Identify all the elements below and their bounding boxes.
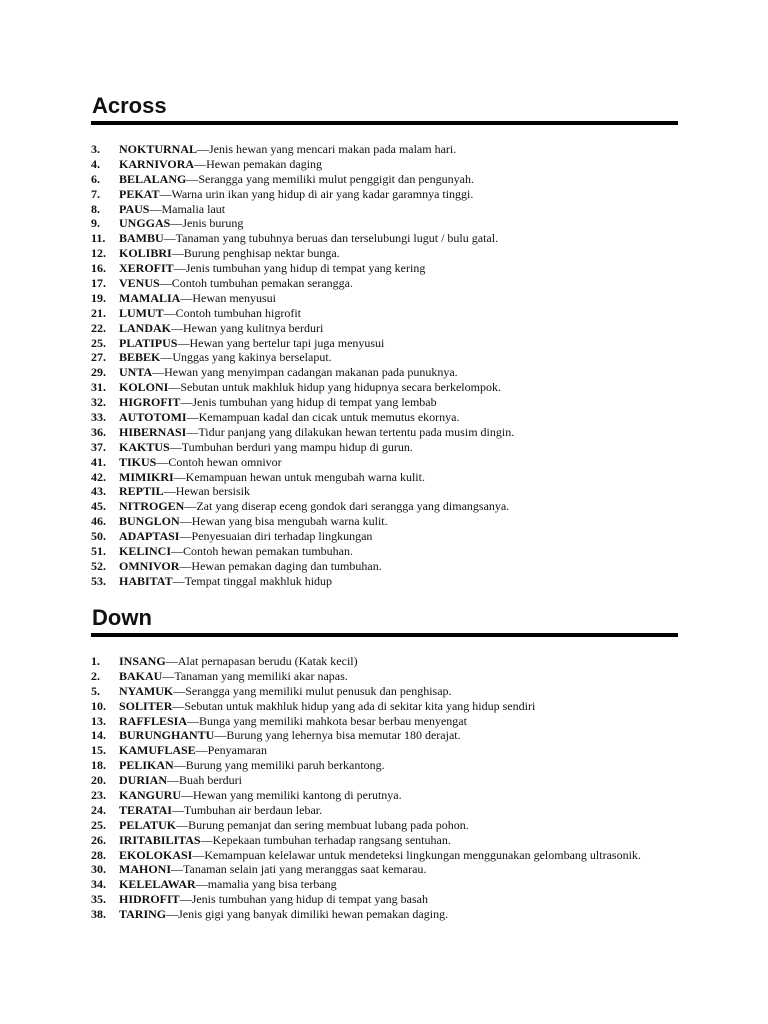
across-clue-item	[91, 187, 678, 202]
clue-text: —Kemampuan kelelawar untuk mendeteksi lingkungan menggunakan gelombang ultrasonik.	[192, 847, 641, 862]
clue-text: —Jenis burung	[170, 216, 244, 231]
clue-body	[119, 728, 461, 743]
clue-answer: MIMIKRI	[119, 469, 174, 484]
clue-text: —Jenis hewan yang mencari makan pada malam hari.	[197, 142, 457, 156]
clue-body	[119, 321, 323, 336]
clue-number: 25.	[91, 817, 106, 832]
clue-number: 16.	[91, 261, 106, 276]
clue-number: 29.	[91, 365, 106, 380]
clue-number: 51.	[91, 544, 106, 559]
clue-body	[119, 216, 243, 231]
clue-body	[119, 172, 474, 187]
across-clue-item	[91, 365, 678, 380]
clue-body	[119, 157, 322, 172]
clue-number: 24.	[91, 802, 106, 817]
clue-number: 6.	[91, 171, 100, 186]
down-clue-item	[91, 699, 678, 714]
clue-number: 43.	[91, 484, 106, 499]
clue-answer: UNTA	[119, 365, 153, 380]
down-clue-item	[91, 818, 678, 833]
across-clue-item	[91, 574, 678, 589]
clue-answer: BAMBU	[119, 231, 164, 246]
across-clue-list	[91, 142, 678, 589]
clue-number: 1.	[91, 654, 100, 668]
down-section	[91, 604, 678, 922]
clue-number: 7.	[91, 186, 100, 201]
clue-body	[119, 544, 353, 559]
across-clue-item	[91, 172, 678, 187]
clue-text: —Hewan pemakan daging	[194, 156, 323, 171]
across-clue-item	[91, 336, 678, 351]
clue-number: 12.	[91, 246, 106, 261]
clue-text: —Serangga yang memiliki mulut penusuk dan penghisap.	[173, 683, 452, 698]
clue-text: —Sebutan untuk makhluk hidup yang ada di sekitar kita yang hidup sendiri	[172, 698, 536, 713]
clue-number: 14.	[91, 728, 106, 743]
clue-body	[119, 818, 469, 833]
clue-answer: PLATIPUS	[119, 335, 178, 350]
clue-answer: MAMALIA	[119, 290, 181, 305]
across-clue-item	[91, 157, 678, 172]
clue-body	[119, 246, 340, 261]
across-clue-item	[91, 306, 678, 321]
clue-answer: TARING	[119, 907, 167, 922]
clue-answer: KOLONI	[119, 380, 169, 395]
clue-body	[119, 306, 301, 321]
clue-answer: BAKAU	[119, 668, 163, 683]
clue-body	[119, 907, 448, 922]
clue-text: —Unggas yang kakinya berselaput.	[160, 350, 332, 365]
clue-body	[119, 773, 242, 788]
clue-number: 19.	[91, 290, 106, 305]
clue-body	[119, 202, 225, 217]
clue-number: 42.	[91, 469, 106, 484]
clue-text: —Jenis tumbuhan yang hidup di tempat yang lembab	[180, 395, 437, 410]
clue-body	[119, 276, 353, 291]
clue-body	[119, 484, 250, 499]
clue-text: —Jenis tumbuhan yang hidup di tempat yang kering	[173, 261, 426, 276]
clue-answer: KELELAWAR	[119, 877, 196, 892]
down-clue-item	[91, 773, 678, 788]
clue-number: 23.	[91, 788, 106, 803]
clue-number: 21.	[91, 305, 106, 320]
clue-answer: HABITAT	[119, 573, 173, 588]
clue-text: —Penyesuaian diri terhadap lingkungan	[179, 529, 373, 544]
clue-body	[119, 455, 282, 470]
clue-number: 36.	[91, 424, 106, 439]
across-clue-item	[91, 231, 678, 246]
clue-answer: INSANG	[119, 654, 166, 668]
clue-answer: KAKTUS	[119, 439, 170, 454]
clue-answer: PELIKAN	[119, 758, 174, 773]
clue-answer: BUNGLON	[119, 514, 180, 529]
clue-answer: BELALANG	[119, 171, 187, 186]
clue-text: —Mamalia laut	[149, 201, 226, 216]
clue-body	[119, 187, 473, 202]
across-clue-item	[91, 529, 678, 544]
clue-answer: MAHONI	[119, 862, 171, 877]
down-clue-item	[91, 714, 678, 729]
clue-body	[119, 470, 425, 485]
clue-text: —Kepekaan tumbuhan terhadap rangsang sentuhan.	[200, 832, 451, 847]
clue-text: —Burung yang lehernya bisa memutar 180 derajat.	[214, 728, 461, 743]
across-clue-item	[91, 544, 678, 559]
clue-text: —Kemampuan kadal dan cicak untuk memutus ekornya.	[186, 410, 460, 425]
clue-text: —Alat pernapasan berudu (Katak kecil)	[165, 654, 358, 668]
clue-body	[119, 440, 413, 455]
clue-number: 8.	[91, 201, 100, 216]
clue-body	[119, 699, 535, 714]
clue-body	[119, 654, 358, 669]
across-clue-item	[91, 499, 678, 514]
clue-number: 45.	[91, 499, 106, 514]
clue-body	[119, 714, 467, 729]
down-clue-item	[91, 743, 678, 758]
clue-answer: PAUS	[119, 201, 150, 216]
clue-number: 53.	[91, 573, 106, 588]
clue-text: —Hewan yang kulitnya berduri	[171, 320, 324, 335]
clue-text: —Buah berduri	[167, 773, 242, 788]
clue-text: —Warna urin ikan yang hidup di air yang kadar garamnya tinggi.	[159, 186, 474, 201]
clue-body	[119, 350, 332, 365]
clue-number: 17.	[91, 276, 106, 291]
clue-number: 20.	[91, 773, 106, 788]
clue-number: 10.	[91, 698, 106, 713]
clue-body	[119, 395, 437, 410]
clue-text: —Burung pemanjat dan sering membuat lubang pada pohon.	[176, 817, 469, 832]
clue-text: —Burung penghisap nektar bunga.	[171, 246, 340, 261]
clue-text: —Jenis gigi yang banyak dimiliki hewan pemakan daging.	[166, 907, 449, 922]
across-clue-item	[91, 470, 678, 485]
down-divider	[91, 633, 678, 637]
across-heading: Across	[92, 93, 167, 118]
clue-number: 9.	[91, 216, 100, 231]
clue-body	[119, 803, 322, 818]
clue-number: 32.	[91, 395, 106, 410]
clue-answer: OMNIVOR	[119, 558, 180, 573]
clue-text: —Bunga yang memiliki mahkota besar berbau menyengat	[187, 713, 467, 728]
clue-text: —Hewan yang menyimpan cadangan makanan pada punuknya.	[152, 365, 458, 380]
clue-number: 13.	[91, 713, 106, 728]
across-clue-item	[91, 514, 678, 529]
across-clue-item	[91, 484, 678, 499]
clue-answer: KANGURU	[119, 788, 181, 803]
clue-body	[119, 862, 426, 877]
clue-answer: KAMUFLASE	[119, 743, 196, 758]
clue-body	[119, 380, 501, 395]
clue-body	[119, 261, 425, 276]
clue-text: —Hewan yang bertelur tapi juga menyusui	[177, 335, 385, 350]
clue-answer: REPTIL	[119, 484, 164, 499]
clue-answer: BEBEK	[119, 350, 161, 365]
clue-number: 11.	[91, 231, 106, 246]
clue-text: —Tidur panjang yang dilakukan hewan tertentu pada musim dingin.	[186, 424, 515, 439]
clue-answer: HIBERNASI	[119, 424, 187, 439]
clue-answer: XEROFIT	[119, 261, 174, 276]
clue-text: —Tumbuhan air berdaun lebar.	[171, 802, 323, 817]
across-clue-item	[91, 440, 678, 455]
across-clue-item	[91, 276, 678, 291]
clue-answer: PELATUK	[119, 817, 177, 832]
clue-body	[119, 499, 509, 514]
clue-answer: UNGGAS	[119, 216, 171, 231]
down-clue-list	[91, 654, 678, 922]
clue-text: —Hewan bersisik	[163, 484, 251, 499]
clue-number: 4.	[91, 156, 100, 171]
down-clue-item	[91, 848, 678, 863]
across-clue-item	[91, 559, 678, 574]
clue-number: 34.	[91, 877, 106, 892]
across-clue-item	[91, 395, 678, 410]
across-clue-item	[91, 321, 678, 336]
clue-number: 5.	[91, 683, 100, 698]
across-clue-item	[91, 380, 678, 395]
across-section	[91, 92, 678, 589]
clue-text: —Tumbuhan berduri yang mampu hidup di gurun.	[169, 439, 413, 454]
across-clue-item	[91, 202, 678, 217]
clue-body	[119, 758, 385, 773]
clue-answer: KELINCI	[119, 544, 172, 559]
clue-number: 46.	[91, 514, 106, 529]
clue-body	[119, 892, 428, 907]
down-clue-item	[91, 907, 678, 922]
clue-number: 50.	[91, 529, 106, 544]
down-clue-item	[91, 669, 678, 684]
clue-answer: IRITABILITAS	[119, 832, 201, 847]
clue-text: —Tanaman yang memiliki akar napas.	[162, 668, 348, 683]
clue-number: 38.	[91, 907, 106, 922]
clue-text: —Jenis tumbuhan yang hidup di tempat yang basah	[179, 892, 428, 907]
across-clue-item	[91, 425, 678, 440]
clue-text: —Burung yang memiliki paruh berkantong.	[173, 758, 385, 773]
clue-answer: VENUS	[119, 276, 160, 291]
clue-answer: BURUNGHANTU	[119, 728, 215, 743]
clue-text: —Serangga yang memiliki mulut penggigit dan pengunyah.	[186, 171, 474, 186]
clue-number: 31.	[91, 380, 106, 395]
clue-number: 35.	[91, 892, 106, 907]
clue-number: 2.	[91, 668, 100, 683]
clue-answer: TERATAI	[119, 802, 172, 817]
clue-number: 30.	[91, 862, 106, 877]
clue-number: 41.	[91, 454, 106, 469]
clue-number: 27.	[91, 350, 106, 365]
down-heading: Down	[92, 605, 152, 630]
clue-body	[119, 848, 641, 863]
across-clue-item	[91, 142, 678, 157]
clue-body	[119, 514, 388, 529]
clue-text: —Contoh hewan omnivor	[156, 454, 282, 469]
clue-answer: ADAPTASI	[119, 529, 180, 544]
down-clue-item	[91, 877, 678, 892]
clue-text: —Sebutan untuk makhluk hidup yang hidupnya secara berkelompok.	[168, 380, 501, 395]
clue-number: 37.	[91, 439, 106, 454]
clue-body	[119, 743, 267, 758]
clue-answer: RAFFLESIA	[119, 713, 188, 728]
clue-text: —Zat yang diserap eceng gondok dari serangga yang dimangsanya.	[184, 499, 510, 514]
clue-answer: TIKUS	[119, 454, 157, 469]
across-clue-item	[91, 246, 678, 261]
down-clue-item	[91, 684, 678, 699]
clue-answer: AUTOTOMI	[119, 410, 187, 425]
clue-text: —Hewan pemakan daging dan tumbuhan.	[179, 558, 382, 573]
clue-text: —Hewan yang memiliki kantong di perutnya.	[181, 788, 402, 803]
across-clue-item	[91, 216, 678, 231]
clue-body	[119, 425, 514, 440]
clue-number: 33.	[91, 410, 106, 425]
clue-body	[119, 231, 498, 246]
clue-body	[119, 559, 382, 574]
down-clue-item	[91, 758, 678, 773]
clue-text: —Kemampuan hewan untuk mengubah warna kulit.	[173, 469, 425, 484]
clue-number: 15.	[91, 743, 106, 758]
down-clue-item	[91, 654, 678, 669]
clue-text: —mamalia yang bisa terbang	[195, 877, 337, 892]
across-clue-item	[91, 455, 678, 470]
clue-answer: LUMUT	[119, 305, 164, 320]
down-clue-item	[91, 862, 678, 877]
clue-number: 26.	[91, 832, 106, 847]
clue-answer: KARNIVORA	[119, 156, 195, 171]
clue-answer: EKOLOKASI	[119, 847, 193, 862]
clue-answer: HIGROFIT	[119, 395, 181, 410]
clue-body	[119, 142, 456, 157]
clue-number: 25.	[91, 335, 106, 350]
clue-body	[119, 574, 332, 589]
clue-body	[119, 410, 460, 425]
clue-body	[119, 684, 452, 699]
down-clue-item	[91, 803, 678, 818]
clue-body	[119, 529, 372, 544]
clue-body	[119, 291, 276, 306]
across-clue-item	[91, 291, 678, 306]
down-clue-item	[91, 788, 678, 803]
clue-body	[119, 336, 384, 351]
clue-number: 22.	[91, 320, 106, 335]
clue-text: —Hewan menyusui	[180, 290, 276, 305]
clue-text: —Penyamaran	[195, 743, 267, 758]
clue-body	[119, 669, 348, 684]
across-clue-item	[91, 350, 678, 365]
down-clue-item	[91, 728, 678, 743]
across-clue-item	[91, 261, 678, 276]
clue-answer: NYAMUK	[119, 683, 174, 698]
clue-text: —Hewan yang bisa mengubah warna kulit.	[179, 514, 388, 529]
clue-answer: SOLITER	[119, 698, 173, 713]
clue-answer: PEKAT	[119, 186, 160, 201]
clue-text: —Tanaman yang tubuhnya beruas dan terselubungi lugut / bulu gatal.	[163, 231, 499, 246]
clue-answer: HIDROFIT	[119, 892, 180, 907]
down-clue-item	[91, 833, 678, 848]
clue-body	[119, 365, 458, 380]
clue-body	[119, 788, 402, 803]
clue-answer: NOKTURNAL	[119, 142, 198, 156]
clue-answer: KOLIBRI	[119, 246, 172, 261]
clue-text: —Contoh tumbuhan higrofit	[163, 305, 301, 320]
down-clue-item	[91, 892, 678, 907]
clue-number: 18.	[91, 758, 106, 773]
clue-answer: DURIAN	[119, 773, 167, 788]
clue-answer: NITROGEN	[119, 499, 185, 514]
clue-number: 52.	[91, 558, 106, 573]
clue-body	[119, 833, 451, 848]
clue-text: —Contoh hewan pemakan tumbuhan.	[171, 544, 353, 559]
clue-answer: LANDAK	[119, 320, 172, 335]
clue-text: —Contoh tumbuhan pemakan serangga.	[159, 276, 353, 291]
across-divider	[91, 121, 678, 125]
clue-number: 28.	[91, 847, 106, 862]
across-clue-item	[91, 410, 678, 425]
clue-body	[119, 877, 337, 892]
clue-text: —Tempat tinggal makhluk hidup	[172, 573, 333, 588]
clue-number: 3.	[91, 142, 100, 156]
clue-text: —Tanaman selain jati yang meranggas saat kemarau.	[171, 862, 427, 877]
